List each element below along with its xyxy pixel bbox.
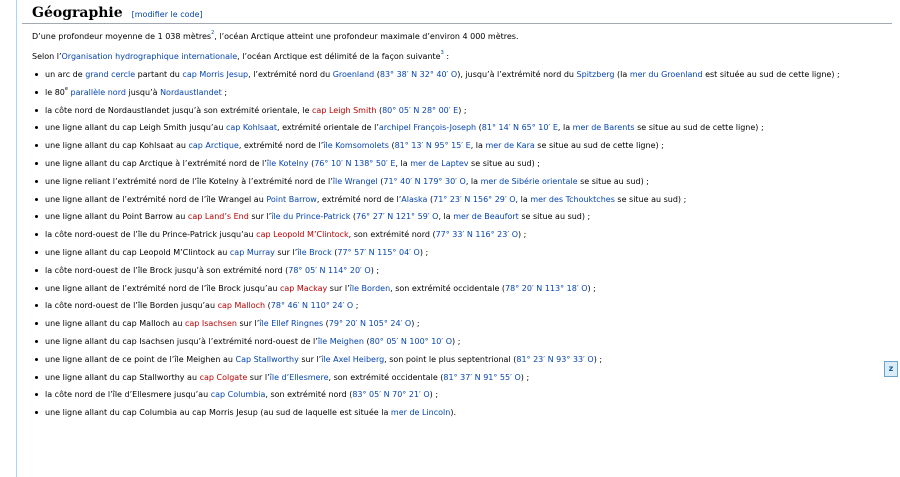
wiki-link[interactable]: cap Murray [229,247,275,257]
wiki-link[interactable]: cap Kohlsaat [225,123,278,133]
intro-text: : [443,52,450,61]
list-text: une ligne allant du cap Stallworthy au [45,372,200,382]
list-text: ). [450,408,457,418]
list-text: sur l’ [298,354,322,364]
redlink[interactable]: cap Colgate [199,372,248,382]
wiki-link[interactable]: Point Barrow [266,194,317,204]
wiki-link[interactable]: Spitzberg [576,70,615,79]
list-text: , la [438,212,454,222]
redlink[interactable]: cap Malloch [217,301,266,311]
bullet-icon [35,340,38,343]
wiki-link[interactable]: 81° 14′ N 65° 10′ E [481,123,558,133]
wiki-link[interactable]: 83° 38′ N 32° 40′ O [379,70,458,79]
wiki-link[interactable]: 81° 23′ N 93° 33′ O [516,354,594,364]
bullet-icon [35,162,38,165]
list-text: ( [374,70,380,79]
list-text: sur l’ [274,247,298,257]
list-text: une ligne allant du cap Leopold M’Clintock au [45,247,230,257]
bullet-icon [35,393,38,396]
list-text: ( [377,176,384,186]
intro-paragraph [22,31,900,42]
redlink[interactable]: cap Leopold M’Clintock [256,230,349,240]
list-text: ( [388,141,395,151]
list-text: ) ; [411,319,420,329]
bullet-icon [35,358,38,361]
list-text: la côte nord-ouest de l’île du Prince-Patrick jusqu’au [45,230,257,240]
wiki-link[interactable]: 76° 10′ N 138° 50′ E [314,158,396,168]
list-text: , son extrémité occidentale ( [390,283,506,293]
wiki-link[interactable]: île Meighen [317,336,364,346]
list-text: la côte nord-ouest de l’île Borden jusqu’au [45,301,218,311]
list-text: ( [331,247,338,257]
list-item [32,265,900,276]
list-text: se situe au sud) ; [614,194,687,204]
wiki-link[interactable]: île Komsomolets [323,141,389,151]
list-text: ) ; [458,105,467,115]
list-item [32,283,900,294]
list-text: sur l’ [236,319,260,329]
intro-text: Selon l’ [32,52,62,61]
list-text: une ligne allant de l’extrémité nord de l’île Brock jusqu’au [45,283,280,293]
list-text: ; [221,87,228,97]
wiki-link[interactable]: 78° 46′ N 110° 24′ O [270,301,354,311]
list-item [32,318,900,329]
list-item [32,211,900,222]
reference-link[interactable]: 2 [211,30,215,36]
redlink[interactable]: cap Isachsen [184,319,237,329]
wiki-link[interactable]: parallèle nord [70,87,126,97]
list-text: la côte nord-ouest de l’île Brock jusqu’à son extrémité nord ( [45,265,289,275]
iho-link[interactable]: Organisation hydrographique internationale [61,52,238,61]
boundary-list [22,69,900,418]
list-text: , la [470,141,486,151]
list-text: ( [350,212,356,222]
wiki-link[interactable]: cap Morris Jesup [182,70,249,79]
list-text: la côte nord de Nordaustlandet jusqu’à son extrémité orientale, le [45,105,313,115]
ordinal-suffix: e [64,85,68,92]
bullet-icon [35,144,38,147]
bullet-icon [35,322,38,325]
list-text: ( [476,123,482,133]
bullet-icon [35,269,38,272]
wiki-link[interactable]: Cap Stallworthy [235,354,299,364]
list-text: , la [515,194,531,204]
wiki-link[interactable]: grand cercle [85,70,136,79]
list-text: , son extrémité nord ( [265,390,353,400]
wiki-link[interactable]: 71° 40′ N 179° 30′ O [383,176,466,186]
list-item [32,336,900,347]
list-text: , extrémité nord de l’ [238,141,324,151]
wiki-link[interactable]: 83° 05′ N 70° 21′ O [352,390,430,400]
list-text: , la [395,158,411,168]
bullet-icon [35,215,38,218]
list-text: est située au sud de cette ligne) ; [702,70,840,79]
list-text: ) ; [419,247,429,257]
list-text: sur l’ [247,372,270,382]
wiki-link[interactable]: cap Arctique [188,141,239,151]
side-toggle-icon[interactable]: z [884,361,898,377]
bullet-icon [35,304,38,307]
wiki-link[interactable]: île Wrangel [332,176,378,186]
redlink[interactable]: cap Mackay [279,283,328,293]
list-text: ( [265,301,271,311]
bullet-icon [35,233,38,236]
wiki-link[interactable]: mer de Beaufort [453,212,519,222]
list-item [32,105,900,116]
section-header [22,0,892,24]
list-text: un arc de [45,70,86,79]
bullet-icon [35,198,38,201]
bullet-icon [35,126,38,129]
list-item [32,247,900,258]
bullet-icon [35,109,38,112]
wiki-link[interactable]: mer de Kara [485,141,535,151]
list-text: une ligne allant du cap Malloch au [45,319,185,329]
list-text: une ligne allant du cap Isachsen jusqu’à l’extrémité nord-ouest de l’ [45,336,318,346]
list-text: partant du [135,70,183,79]
bullet-icon [35,73,38,76]
list-text: une ligne allant du cap Columbia au cap Morris Jesup (au sud de laquelle est située la [45,408,391,418]
list-text: , la [465,176,481,186]
list-text: sur l’ [248,212,272,222]
wiki-link[interactable]: 71° 23′ N 156° 29′ O [433,194,516,204]
wiki-link[interactable]: mer de Lincoln [390,408,451,418]
list-text: ; [353,301,359,311]
list-text: , son point le plus septentrional ( [384,354,517,364]
wiki-link[interactable]: 78° 20′ N 113° 18′ O [505,283,588,293]
list-text: la côte nord de l’île d’Ellesmere jusqu’au [45,390,211,400]
list-text: ) ; [520,372,530,382]
list-text: se situe au sud) ; [518,212,591,222]
wiki-link[interactable]: 80° 05′ N 100° 10′ O [369,336,453,346]
list-text: ( [323,319,329,329]
bullet-icon [35,91,38,94]
list-text: ) ; [429,390,439,400]
list-text: ) ; [518,230,527,240]
list-item [32,389,900,400]
redlink[interactable]: cap Leigh Smith [312,105,377,115]
intro-text: , l’océan Arctique atteint une profondeur maximale d’environ 4 000 mètres. [214,32,519,41]
wiki-link[interactable]: mer de Laptev [410,158,469,168]
wiki-link[interactable]: Nordaustlandet [160,87,222,97]
wiki-link[interactable]: Groenland [332,70,375,79]
wiki-link[interactable]: mer du Groenland [629,70,703,79]
list-text: (la [614,70,630,79]
wiki-link[interactable]: 77° 33′ N 116° 23′ O [435,230,519,240]
list-text: jusqu’à [125,87,161,97]
list-text: se situe au sud) ; [577,176,649,186]
list-text: ) ; [370,265,380,275]
wiki-link[interactable]: île d’Ellesmere [269,372,329,382]
redlink[interactable]: cap Land’s End [187,212,249,222]
list-text: une ligne allant du cap Arctique à l’extrémité nord de l’ [45,158,267,168]
list-item [32,229,900,240]
wiki-link[interactable]: mer des Tchouktches [530,194,615,204]
wiki-link[interactable]: 81° 37′ N 91° 55′ O [443,372,521,382]
wiki-link[interactable]: 80° 05′ N 28° 00′ E [382,105,459,115]
section-title: Géographie [32,5,123,21]
list-text: une ligne allant du Point Barrow au [45,212,188,222]
bullet-icon [35,180,38,183]
list-text: une ligne allant du cap Leigh Smith jusqu’au [45,123,226,133]
list-text: se situe au sud) ; [468,158,540,168]
bullet-icon [35,287,38,290]
list-item [32,407,900,418]
list-item [32,158,900,169]
list-item [32,194,900,205]
list-text: une ligne allant de l’extrémité nord de l’île Wrangel au [45,194,267,204]
wiki-link[interactable]: île Ellef Ringnes [259,319,324,329]
wiki-link[interactable]: archipel François-Joseph [378,123,477,133]
wiki-link[interactable]: île Brock [297,247,332,257]
wiki-link[interactable]: île Kotelny [266,158,309,168]
wiki-link[interactable]: mer de Sibérie orientale [480,176,578,186]
reference-link[interactable]: 3 [440,50,444,56]
list-text: ), jusqu’à l’extrémité nord du [457,70,577,79]
list-text: , la [557,123,573,133]
list-text: ( [376,105,383,115]
list-item [32,354,900,365]
wiki-link[interactable]: Alaska [401,194,428,204]
list-text: ) ; [593,354,603,364]
intro-text: D’une profondeur moyenne de 1 038 mètres [32,32,212,41]
list-item [32,140,900,151]
list-item [32,176,900,187]
list-text: une ligne reliant l’extrémité nord de l’île Kotelny à l’extrémité nord de l’ [45,176,333,186]
list-item [32,122,900,133]
list-text: sur l’ [327,283,350,293]
wiki-link[interactable]: cap Columbia [210,390,266,400]
bullet-icon [35,376,38,379]
list-text: , son extrémité nord ( [348,230,436,240]
list-item [32,300,900,311]
list-text: , extrémité nord de l’ [316,194,402,204]
wiki-link[interactable]: mer de Barents [572,123,635,133]
list-text: le 80 [45,87,65,97]
list-text: se situe au sud de cette ligne) ; [634,123,764,133]
list-text: ( [308,158,315,168]
list-text: ) ; [452,336,461,346]
edit-section-link[interactable]: [modifier le code] [131,10,203,19]
list-text: ( [427,194,434,204]
content-left-border [16,0,17,477]
wiki-link[interactable]: île Axel Heiberg [321,354,385,364]
list-text: , son extrémité occidentale ( [328,372,444,382]
list-text: ( [363,336,370,346]
list-text: , l’extrémité nord du [248,70,333,79]
intro-text: , l’océan Arctique est délimité de la façon suivante [237,52,441,61]
list-text: une ligne allant du cap Kohlsaat au [45,141,189,151]
wiki-link[interactable]: 78° 05′ N 114° 20′ O [288,265,371,275]
list-item [32,87,900,98]
wiki-link[interactable]: 76° 27′ N 121° 59′ O [356,212,439,222]
list-item [32,69,900,80]
wiki-link[interactable]: 77° 57′ N 115° 04′ O [337,247,420,257]
list-text: une ligne allant de ce point de l’île Meighen au [45,354,236,364]
wiki-link[interactable]: 79° 20′ N 105° 24′ O [328,319,412,329]
article-content [22,0,900,477]
boundary-intro [22,51,900,62]
wiki-link[interactable]: 81° 13′ N 95° 15′ E [394,141,471,151]
list-text: ) ; [587,283,596,293]
bullet-icon [35,411,38,414]
list-item [32,372,900,383]
bullet-icon [35,251,38,254]
list-text: se situe au sud de cette ligne) ; [534,141,664,151]
wiki-link[interactable]: île Borden [349,283,391,293]
wiki-link[interactable]: île du Prince-Patrick [271,212,351,222]
list-text: , extrémité orientale de l’ [277,123,379,133]
